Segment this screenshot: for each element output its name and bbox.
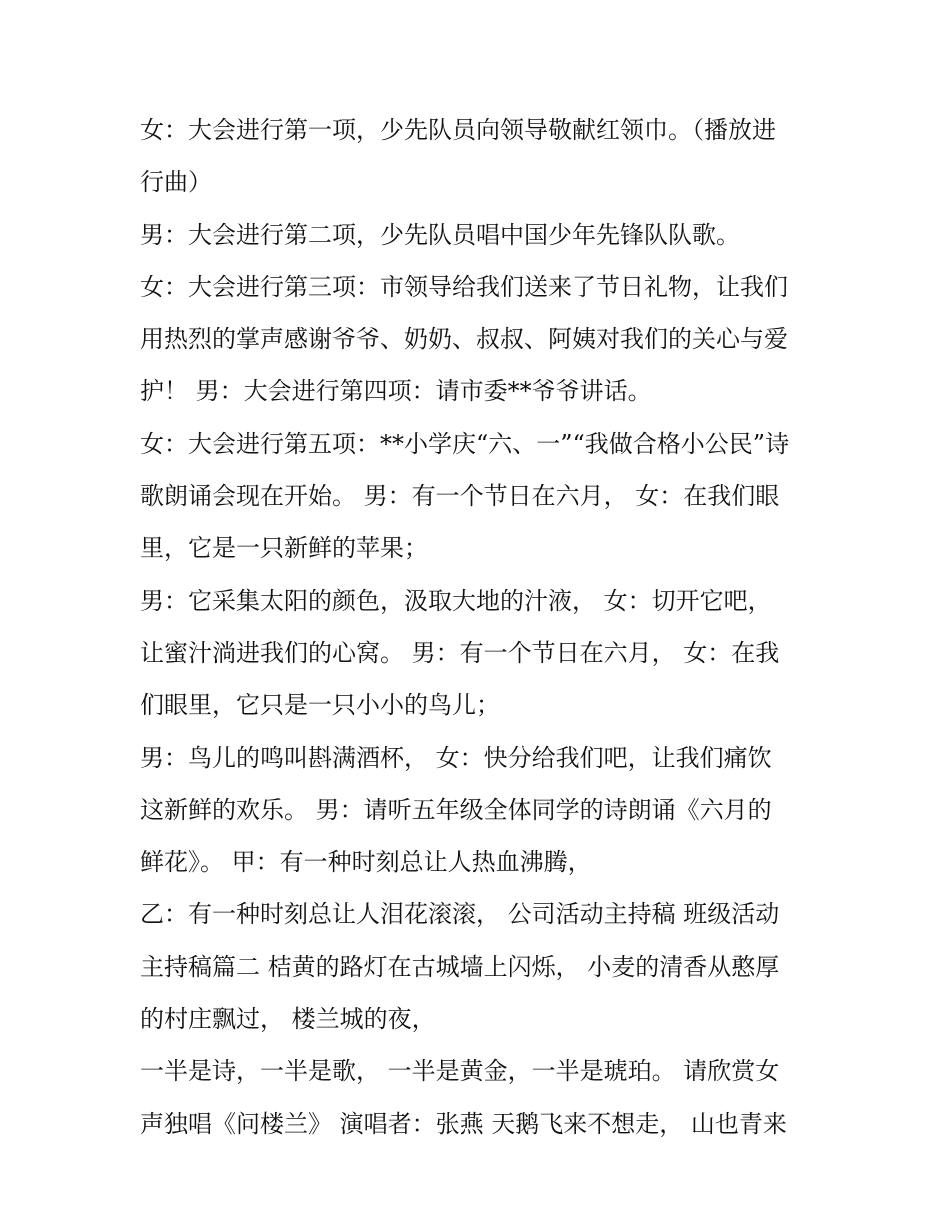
text-line: 男：鸟儿的鸣叫斟满酒杯， 女：快分给我们吧，让我们痛饮 [140, 743, 772, 772]
text-line: 鲜花》。 甲：有一种时刻总让人热血沸腾， [140, 848, 592, 877]
text-line: 女：大会进行第一项，少先队员向领导敬献红领巾。（播放进 [140, 116, 776, 144]
text-line: 声独唱《问楼兰》 演唱者：张燕 天鹅飞来不想走， 山也青来 [140, 1109, 787, 1138]
text-line: 乙：有一种时刻总让人泪花滚滚， 公司活动主持稿 班级活动 [140, 900, 780, 929]
text-line: 里，它是一只新鲜的苹果； [140, 534, 428, 563]
text-line: 女：大会进行第五项：**小学庆“六、一”“我做合格小公民”诗 [140, 429, 790, 458]
text-line: 用热烈的掌声感谢爷爷、奶奶、叔叔、阿姨对我们的关心与爱 [140, 325, 788, 354]
text-line: 主持稿篇二 桔黄的路灯在古城墙上闪烁， 小麦的清香从憨厚 [140, 952, 780, 981]
text-line: 男：大会进行第二项，少先队员唱中国少年先锋队队歌。 [140, 220, 740, 249]
document-body [140, 104, 820, 1150]
text-line: 男：它采集太阳的颜色，汲取大地的汁液， 女：切开它吧， [140, 586, 772, 615]
text-line: 女：大会进行第三项：市领导给我们送来了节日礼物，让我们 [140, 272, 788, 301]
text-line: 这新鲜的欢乐。 男：请听五年级全体同学的诗朗诵《六月的 [140, 795, 772, 824]
text-line: 一半是诗，一半是歌， 一半是黄金，一半是琥珀。 请欣赏女 [140, 1057, 780, 1086]
text-line: 让蜜汁淌进我们的心窝。 男：有一个节日在六月， 女：在我 [140, 638, 780, 667]
text-line: 的村庄飘过， 楼兰城的夜， [140, 1005, 436, 1034]
text-line: 行曲） [140, 168, 212, 197]
text-line: 们眼里，它只是一只小小的鸟儿； [140, 691, 500, 720]
text-line: 歌朗诵会现在开始。 男：有一个节日在六月， 女：在我们眼 [140, 482, 780, 511]
text-line: 护！ 男：大会进行第四项：请市委**爷爷讲话。 [140, 377, 652, 406]
